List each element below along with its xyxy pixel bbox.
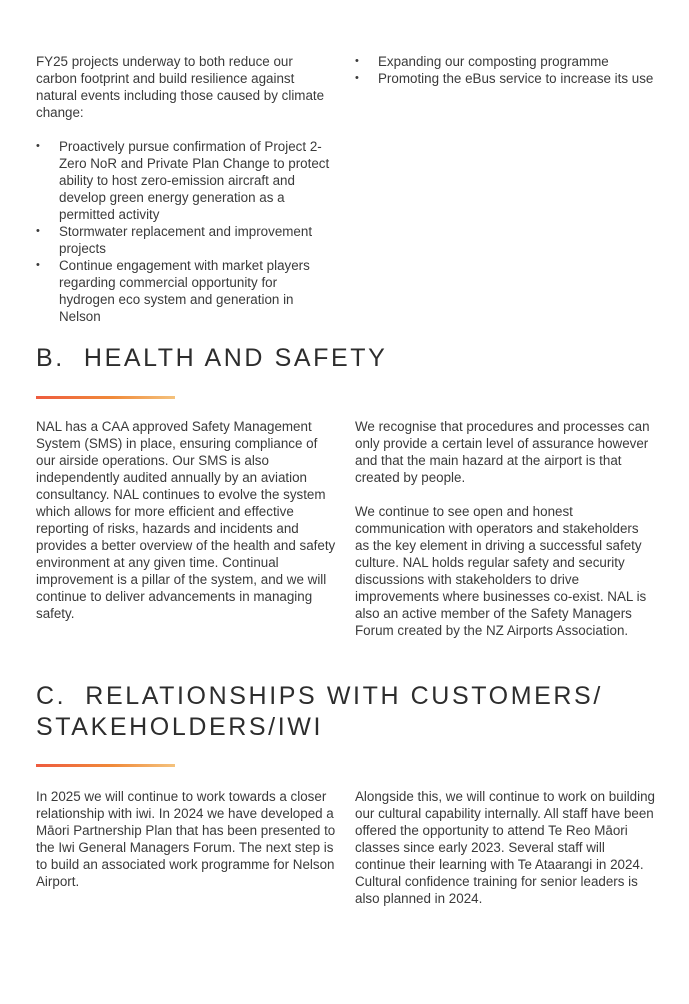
section-c-left-column xyxy=(36,788,336,890)
intro-right-column xyxy=(355,53,655,87)
list-item: • Proactively pursue confirmation of Project 2-Zero NoR and Private Plan Change to protect ability to host zero-emission aircraft and develop green energy generation as a permitted activity xyxy=(36,138,336,223)
section-b-divider xyxy=(36,396,175,399)
intro-bullet-list xyxy=(36,138,336,325)
section-b-left-column xyxy=(36,418,336,622)
section-c-heading-line-2: STAKEHOLDERS/IWI xyxy=(36,713,324,741)
intro-paragraph: FY25 projects underway to both reduce our carbon footprint and build resilience against natural events including those caused by climate change: xyxy=(36,54,325,120)
section-b-left-paragraph: NAL has a CAA approved Safety Management System (SMS) in place, ensuring compliance of our airside operations. Our SMS is also independently audited annually by an aviation consultancy. NAL continues to evolve the system which allows for more efficient and effective reporting of risks, hazards and incidents and provides a better overview of the health and safety environment at any given time. Continual improvement is a pillar of the system, and we will continue to deliver advancements in managing safety. xyxy=(36,419,336,621)
list-item: • Promoting the eBus service to increase its use xyxy=(355,70,655,87)
section-c-right-paragraph: Alongside this, we will continue to work on building our cultural capability internally. All staff have been offered the opportunity to attend Te Reo Māori classes since early 2023. Several staff will continue their learning with Te Ataarangi in 2024. Cultural confidence training for senior leaders is also planned in 2024. xyxy=(355,789,655,906)
list-item: • Continue engagement with market players regarding commercial opportunity for hydrogen eco system and generation in Nelson xyxy=(36,257,336,325)
section-c-right-column xyxy=(355,788,655,907)
section-c-heading-line-1: C. RELATIONSHIPS WITH CUSTOMERS/ xyxy=(36,682,603,710)
section-c-left-paragraph: In 2025 we will continue to work towards a closer relationship with iwi. In 2024 we have developed a Māori Partnership Plan that has been presented to the Iwi General Managers Forum. The next step is to build an associated work programme for Nelson Airport. xyxy=(36,789,336,889)
intro-left-column xyxy=(36,53,336,325)
section-b-right-paragraph-1: We recognise that procedures and processes can only provide a certain level of assurance however and that the main hazard at the airport is that created by people. xyxy=(355,419,650,485)
section-b-right-paragraph-2: We continue to see open and honest communication with operators and stakeholders as the key element in driving a successful safety culture. NAL holds regular safety and security discussions with stakeholders to drive improvements where businesses co-exist. NAL is also an active member of the Safety Managers Forum created by the NZ Airports Association. xyxy=(355,504,647,638)
section-b-right-column xyxy=(355,418,655,639)
list-item: • Expanding our composting programme xyxy=(355,53,655,70)
intro-right-bullet-list xyxy=(355,53,655,87)
section-b-heading: B. HEALTH AND SAFETY xyxy=(36,344,388,372)
list-item: • Stormwater replacement and improvement projects xyxy=(36,223,336,257)
section-c-divider xyxy=(36,764,175,767)
